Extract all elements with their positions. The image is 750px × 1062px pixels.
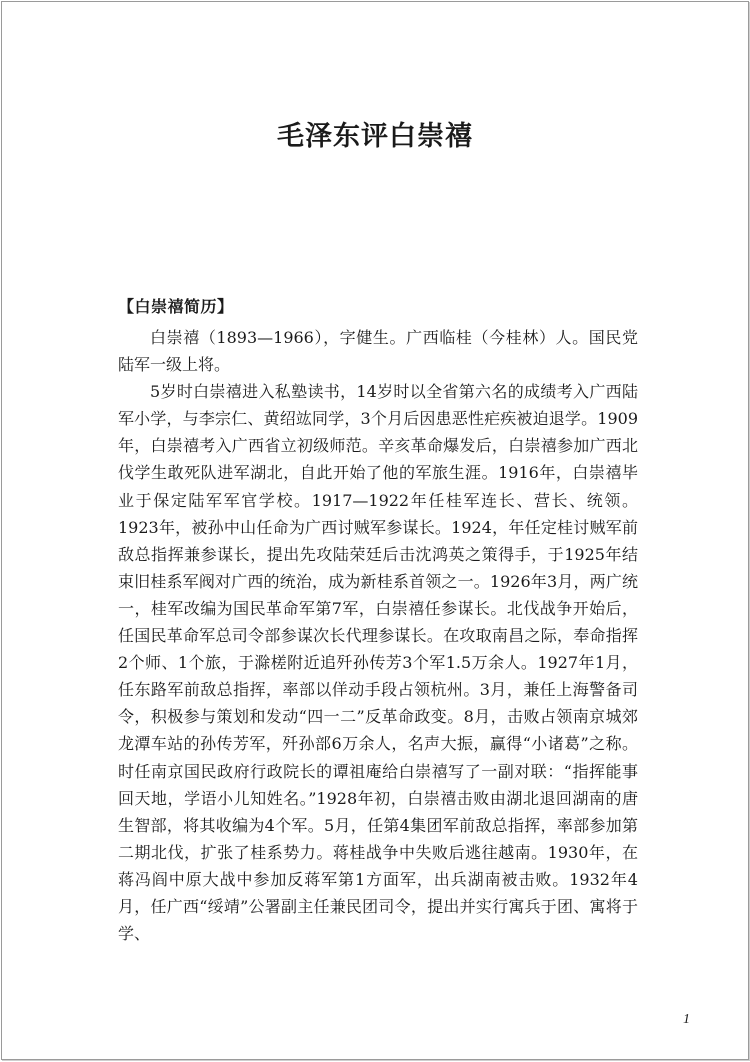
body-text — [118, 324, 638, 947]
page-title: 毛泽东评白崇禧 — [277, 121, 473, 152]
section-heading: 【白崇禧简历】 — [118, 297, 234, 316]
paragraph: 白崇禧（1893—1966），字健生。广西临桂（今桂林）人。国民党陆军一级上将。 — [118, 328, 638, 375]
document-page — [1, 1, 749, 1060]
paragraph: 5岁时白崇禧进入私塾读书，14岁时以全省第六名的成绩考入广西陆军小学，与李宗仁、黄绍竑同学，3个月后因患恶性疟疾被迫退学。1909年，白崇禧考入广西省立初级师范。辛亥革命爆发后，白崇禧参加广西北伐学生敢死队进军湖北，自此开始了他的军旅生涯。1916年，白崇禧毕业于保定陆军军官学校。1917—1922年任桂军连长、营长、统领。1923年，被孙中山任命为广西讨贼军参谋长。1924，年任定桂讨贼军前敌总指挥兼参谋长，提出先攻陆荣廷后击沈鸿英之策得手，于1925年结束旧桂系军阀对广西的统治，成为新桂系首领之一。1926年3月，两广统一，桂军改编为国民革命军第7军，白崇禧任参谋长。北伐战争开始后，任国民革命军总司令部参谋次长代理参谋长。在攻取南昌之际，奉命指挥2个师、1个旅，于滁槎附近追歼孙传芳3个军1.5万余人。1927年1月，任东路军前敌总指挥，率部以佯动手段占领杭州。3月，兼任上海警备司令，积极参与策划和发动“四一二”反革命政变。8月，击败占领南京城郊龙潭车站的孙传芳军，歼孙部6万余人，名声大振，赢得“小诸葛”之称。时任南京国民政府行政院长的谭祖庵给白崇禧写了一副对联：“指挥能事回天地，学语小儿知姓名。”1928年初，白崇禧击败由湖北退回湖南的唐生智部，将其收编为4个军。5月，任第4集团军前敌总指挥，率部参加第二期北伐，扩张了桂系势力。蒋桂战争中失败后逃往越南。1930年，在蒋冯阎中原大战中参加反蒋军第1方面军，出兵湖南被击败。1932年4月，任广西“绥靖”公署副主任兼民团司令，提出并实行寓兵于团、寓将于学、 — [118, 382, 638, 944]
page-number: 1 — [683, 1012, 690, 1027]
